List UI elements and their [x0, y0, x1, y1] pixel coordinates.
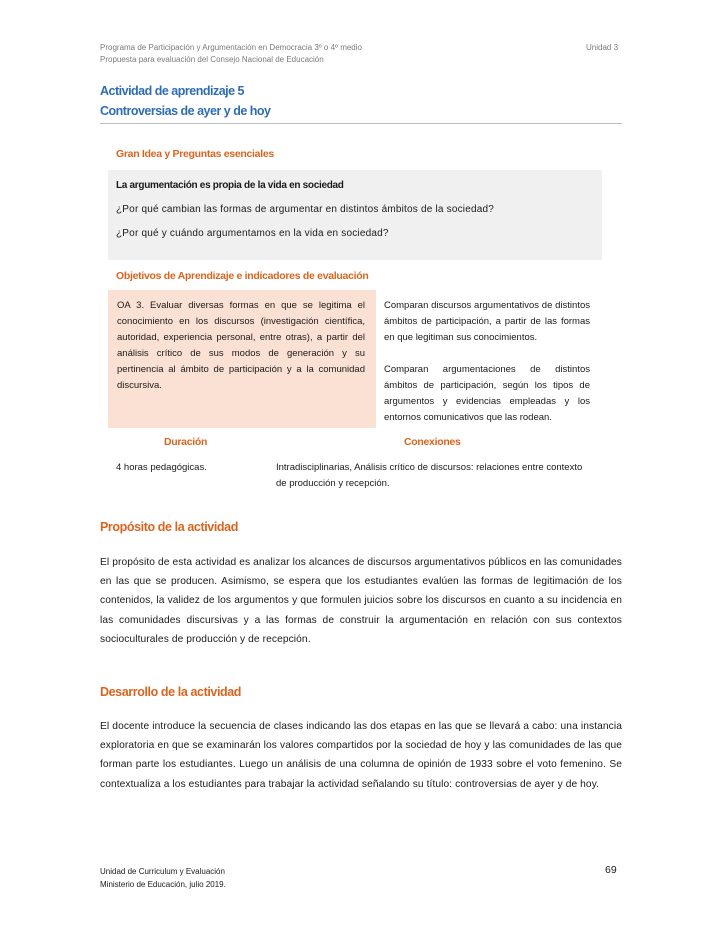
- connections-value: Intradisciplinarias, Análisis crítico de discursos: relaciones entre contexto de producción y recepción.: [276, 462, 583, 489]
- activity-title: Actividad de aprendizaje 5: [100, 84, 244, 98]
- big-idea-box: [108, 170, 602, 260]
- development-heading: Desarrollo de la actividad: [100, 685, 242, 699]
- header-program: Programa de Participación y Argumentación en Democracia 3º o 4º medio: [100, 43, 362, 52]
- big-idea-heading: Gran Idea y Preguntas esenciales: [116, 148, 274, 160]
- duration-value: 4 horas pedagógicas.: [116, 462, 207, 473]
- title-divider: [100, 123, 622, 124]
- essential-question-1: ¿Por qué cambian las formas de argumentar en distintos ámbitos de la sociedad?: [116, 204, 495, 215]
- development-paragraph: El docente introduce la secuencia de clases indicando las dos etapas en las que se llevará a cabo: una instancia exploratoria en que se examinarán los valores compartidos por la sociedad de hoy y las comunidades de las que forman parte los estudiantes. Luego un análisis de una columna de opinión de 1933 sobre el voto femenino. Se contextualiza a los estudiantes para trabajar la actividad señalando su título: controversias de ayer y de hoy.: [100, 721, 622, 790]
- indicator-1: Comparan discursos argumentativos de distintos ámbitos de participación, a partir de las formas en que legitiman sus conocimientos.: [384, 300, 590, 343]
- connections-heading: Conexiones: [404, 436, 461, 448]
- activity-subtitle: Controversias de ayer y de hoy: [100, 104, 271, 118]
- footer-ministry: Ministerio de Educación, julio 2019.: [100, 880, 226, 889]
- essential-question-2: ¿Por qué y cuándo argumentamos en la vida en sociedad?: [116, 228, 389, 239]
- big-idea-statement: La argumentación es propia de la vida en sociedad: [116, 180, 344, 191]
- purpose-heading: Propósito de la actividad: [100, 520, 238, 534]
- purpose-paragraph: El propósito de esta actividad es analizar los alcances de discursos argumentativos públicos en las comunidades en las que se producen. Asimismo, se espera que los estudiantes evalúen las formas de legitimación de los contenidos, la validez de los argumentos y que formulen juicios sobre los discursos en cuanto a su incidencia en las comunidades discursivas y a las formas de construir la argumentación en relación con sus contextos socioculturales de producción y de recepción.: [100, 557, 622, 645]
- duration-heading: Duración: [164, 436, 208, 448]
- header-proposal: Propuesta para evaluación del Consejo Nacional de Educación: [100, 55, 324, 64]
- header-unit: Unidad 3: [586, 43, 619, 52]
- objectives-heading: Objetivos de Aprendizaje e indicadores de evaluación: [116, 270, 369, 282]
- page-number: 69: [605, 864, 617, 876]
- indicator-2: Comparan argumentaciones de distintos ámbitos de participación, según los tipos de argumentos y evidencias empleadas y los entornos comunicativos que las rodean.: [384, 364, 590, 423]
- objective-box: [108, 290, 376, 428]
- objective-oa3: OA 3. Evaluar diversas formas en que se legitima el conocimiento en los discursos (investigación científica, autoridad, experiencia personal, entre otras), a partir del análisis crítico de sus modos de generación y su pertinencia al ámbito de participación y a la comunidad discursiva.: [117, 300, 365, 391]
- footer-unit: Unidad de Curriculum y Evaluación: [100, 867, 225, 876]
